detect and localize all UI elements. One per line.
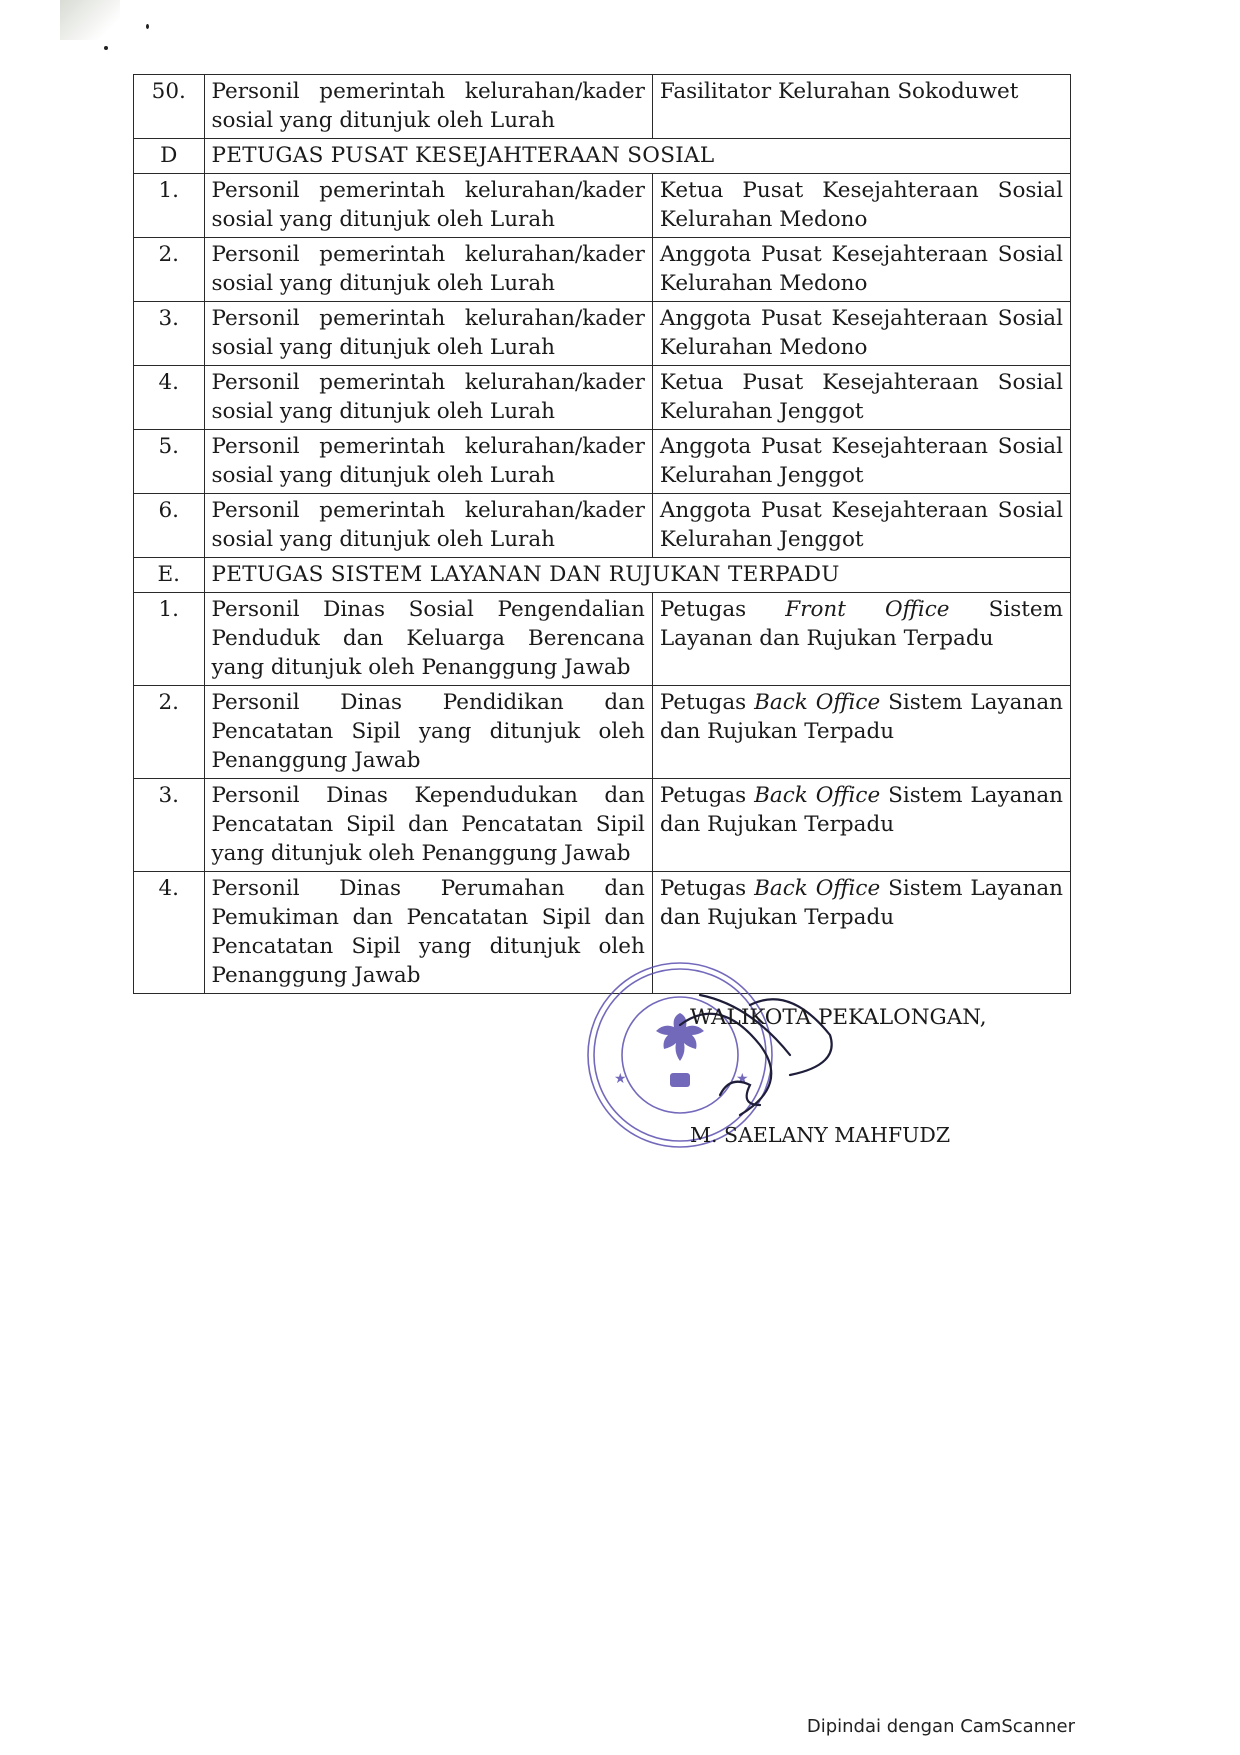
role-text: Sistem Layanan dan Rujukan Terpadu bbox=[659, 783, 1063, 837]
personnel-description: Personil pemerintah kelurahan/kader sosial yang ditunjuk oleh Lurah bbox=[204, 494, 652, 558]
row-number: 2. bbox=[134, 238, 205, 302]
svg-text:★: ★ bbox=[614, 1071, 627, 1087]
row-number: 50. bbox=[134, 75, 205, 139]
personnel-description: Personil pemerintah kelurahan/kader sosial yang ditunjuk oleh Lurah bbox=[204, 302, 652, 366]
row-number: 1. bbox=[134, 593, 205, 686]
role-text: Petugas bbox=[659, 597, 786, 622]
row-number: 1. bbox=[134, 174, 205, 238]
assigned-role: Anggota Pusat Kesejahteraan Sosial Kelurahan Medono bbox=[652, 238, 1070, 302]
role-text: Petugas bbox=[659, 690, 755, 715]
row-number: 2. bbox=[134, 686, 205, 779]
assigned-role: Anggota Pusat Kesejahteraan Sosial Kelurahan Medono bbox=[652, 302, 1070, 366]
row-number: 4. bbox=[134, 366, 205, 430]
signature-block bbox=[580, 955, 1050, 1185]
table-section-row bbox=[134, 558, 1071, 593]
section-title: PETUGAS PUSAT KESEJAHTERAAN SOSIAL bbox=[204, 139, 1070, 174]
role-text: Sistem Layanan dan Rujukan Terpadu bbox=[659, 597, 1063, 651]
personnel-description: Personil pemerintah kelurahan/kader sosial yang ditunjuk oleh Lurah bbox=[204, 430, 652, 494]
table-row bbox=[134, 779, 1071, 872]
table-row bbox=[134, 75, 1071, 139]
handwritten-signature-icon bbox=[620, 975, 860, 1125]
role-office-type: Back Office bbox=[754, 783, 881, 808]
personnel-description: Personil Dinas Pendidikan dan Pencatatan Sipil yang ditunjuk oleh Penanggung Jawab bbox=[204, 686, 652, 779]
scanner-watermark: Dipindai dengan CamScanner bbox=[806, 1716, 1075, 1737]
personnel-description: Personil pemerintah kelurahan/kader sosial yang ditunjuk oleh Lurah bbox=[204, 366, 652, 430]
scan-speck bbox=[104, 46, 108, 50]
table-row bbox=[134, 430, 1071, 494]
table-row bbox=[134, 302, 1071, 366]
assigned-role bbox=[652, 686, 1070, 779]
assigned-role: Anggota Pusat Kesejahteraan Sosial Kelurahan Jenggot bbox=[652, 494, 1070, 558]
assigned-role: Ketua Pusat Kesejahteraan Sosial Kelurahan Jenggot bbox=[652, 366, 1070, 430]
row-number: 3. bbox=[134, 779, 205, 872]
personnel-description: Personil Dinas Perumahan dan Pemukiman dan Pencatatan Sipil dan Pencatatan Sipil yang ditunjuk oleh Penanggung Jawab bbox=[204, 872, 652, 994]
scan-speck bbox=[146, 24, 149, 29]
section-title: PETUGAS SISTEM LAYANAN DAN RUJUKAN TERPADU bbox=[204, 558, 1070, 593]
row-number: 4. bbox=[134, 872, 205, 994]
role-office-type: Back Office bbox=[754, 690, 881, 715]
signatory-name: M. SAELANY MAHFUDZ bbox=[690, 1123, 951, 1147]
row-number: D bbox=[134, 139, 205, 174]
svg-text:★: ★ bbox=[736, 1071, 749, 1087]
assigned-role: Fasilitator Kelurahan Sokoduwet bbox=[652, 75, 1070, 139]
assigned-role: Ketua Pusat Kesejahteraan Sosial Kelurahan Medono bbox=[652, 174, 1070, 238]
assigned-role bbox=[652, 593, 1070, 686]
table-row bbox=[134, 238, 1071, 302]
row-number: E. bbox=[134, 558, 205, 593]
personnel-table bbox=[133, 74, 1071, 994]
table-section-row bbox=[134, 139, 1071, 174]
personnel-description: Personil pemerintah kelurahan/kader sosial yang ditunjuk oleh Lurah bbox=[204, 174, 652, 238]
table-row bbox=[134, 686, 1071, 779]
role-text: Sistem Layanan dan Rujukan Terpadu bbox=[659, 690, 1063, 744]
table-row bbox=[134, 366, 1071, 430]
personnel-table-body bbox=[134, 75, 1071, 994]
role-text: Petugas bbox=[659, 876, 755, 901]
table-row bbox=[134, 494, 1071, 558]
table-row bbox=[134, 593, 1071, 686]
personnel-description: Personil pemerintah kelurahan/kader sosial yang ditunjuk oleh Lurah bbox=[204, 238, 652, 302]
scan-edge-shadow bbox=[60, 0, 120, 40]
assigned-role: Anggota Pusat Kesejahteraan Sosial Kelurahan Jenggot bbox=[652, 430, 1070, 494]
role-text: Petugas bbox=[659, 783, 755, 808]
table-row bbox=[134, 174, 1071, 238]
role-office-type: Front Office bbox=[785, 597, 950, 622]
role-office-type: Back Office bbox=[754, 876, 881, 901]
assigned-role bbox=[652, 779, 1070, 872]
signatory-title: WALIKOTA PEKALONGAN, bbox=[690, 1005, 987, 1030]
row-number: 6. bbox=[134, 494, 205, 558]
personnel-description: Personil Dinas Kependudukan dan Pencatatan Sipil dan Pencatatan Sipil yang ditunjuk oleh Penanggung Jawab bbox=[204, 779, 652, 872]
personnel-description: Personil Dinas Sosial Pengendalian Penduduk dan Keluarga Berencana yang ditunjuk oleh Penanggung Jawab bbox=[204, 593, 652, 686]
row-number: 5. bbox=[134, 430, 205, 494]
row-number: 3. bbox=[134, 302, 205, 366]
role-text: Sistem Layanan dan Rujukan Terpadu bbox=[659, 876, 1063, 930]
personnel-description: Personil pemerintah kelurahan/kader sosial yang ditunjuk oleh Lurah bbox=[204, 75, 652, 139]
